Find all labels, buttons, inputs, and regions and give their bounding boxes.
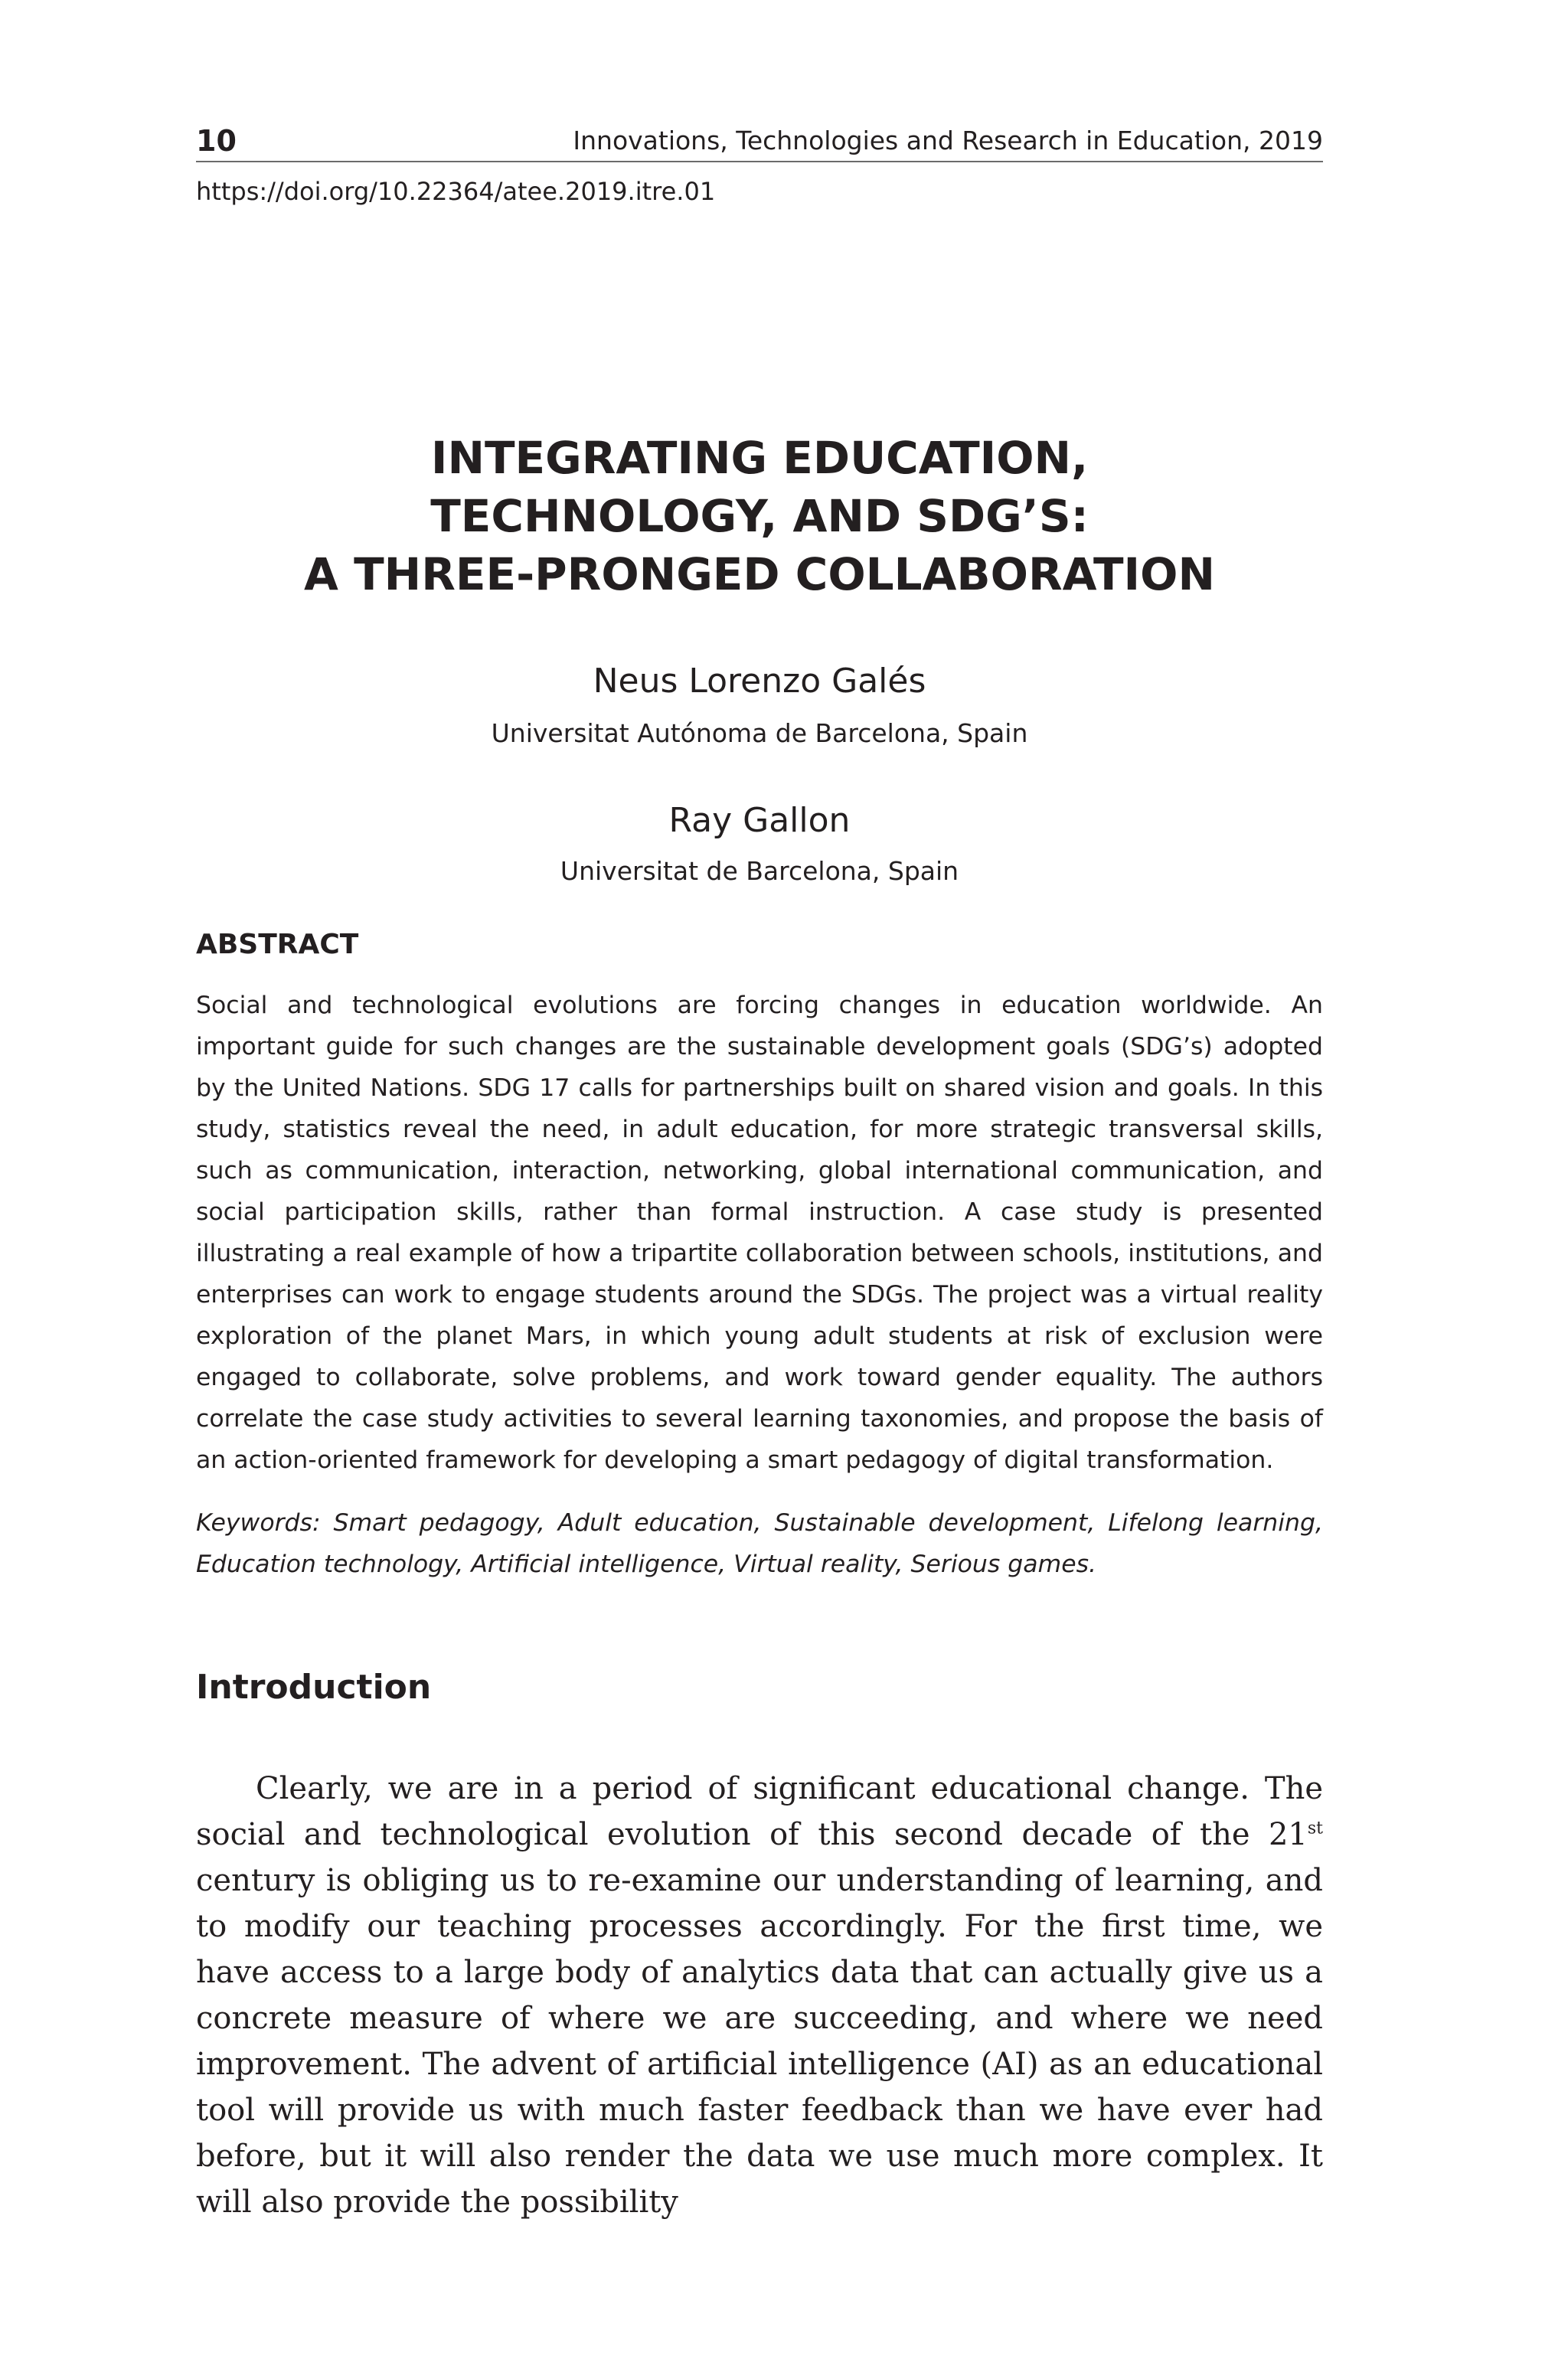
doi-link[interactable]: https://doi.org/10.22364/atee.2019.itre.01 [196, 177, 716, 206]
author-name-2: Ray Gallon [668, 801, 851, 840]
author-affiliation-1: Universitat Autónoma de Barcelona, Spain [491, 718, 1028, 748]
article-title [196, 429, 1323, 603]
running-header [196, 121, 1323, 162]
ordinal-superscript: st [1307, 1819, 1323, 1838]
title-line-1: INTEGRATING EDUCATION, [430, 432, 1089, 484]
introduction-paragraph [196, 1766, 1323, 2225]
abstract-body: Social and technological evolutions are forcing changes in education worldwide. An important guide for such changes are the sustainable development goals (SDG’s) adopted by the United Nations. SDG 17 calls for partnerships built on shared vision and goals. In this study, statistics reveal the need, in adult education, for more strategic transversal skills, such as communication, interaction, networking, global international communication, and social participation skills, rather than formal instruction. A case study is presented illustrating a real example of how a tripartite collaboration between schools, institutions, and enterprises can work to engage students around the SDGs. The project was a virtual reality exploration of the planet Mars, in which young adult students at risk of exclusion were engaged to collaborate, solve problems, and work toward gender equality. The authors correlate the case study activities to several learning taxonomies, and propose the basis of an action-oriented framework for developing a smart pedagogy of digital transformation. [196, 992, 1323, 1474]
author-affiliation-2: Universitat de Barcelona, Spain [560, 856, 959, 886]
intro-text-part-1: Clearly, we are in a period of significant educational change. The social and technological evolution of this second decade of the 21 [196, 1771, 1323, 1852]
keywords: Keywords: Smart pedagogy, Adult education, Sustainable development, Lifelong learning, Education technology, Artificial intelligence, Virtual reality, Serious games. [196, 1509, 1323, 1578]
page-number: 10 [196, 124, 237, 158]
journal-running-head: Innovations, Technologies and Research in Education, 2019 [573, 126, 1323, 155]
author-name-1: Neus Lorenzo Galés [593, 662, 926, 701]
intro-text-part-2: century is obliging us to re-examine our understanding of learning, and to modify our teaching processes accordingly. For the first time, we have access to a large body of analytics data that can actually give us a concrete measure of where we are succeeding, and where we need improvement. The advent of artificial intelligence (AI) as an educational tool will provide us with much faster feedback than we have ever had before, but it will also render the data we use much more complex. It will also provide the possibility [196, 1863, 1323, 2220]
title-line-2: TECHNOLOGY, AND SDG’S: [430, 490, 1089, 542]
abstract-heading: ABSTRACT [196, 929, 359, 960]
introduction-heading: Introduction [196, 1668, 432, 1707]
title-line-3: A THREE-PRONGED COLLABORATION [304, 548, 1215, 600]
